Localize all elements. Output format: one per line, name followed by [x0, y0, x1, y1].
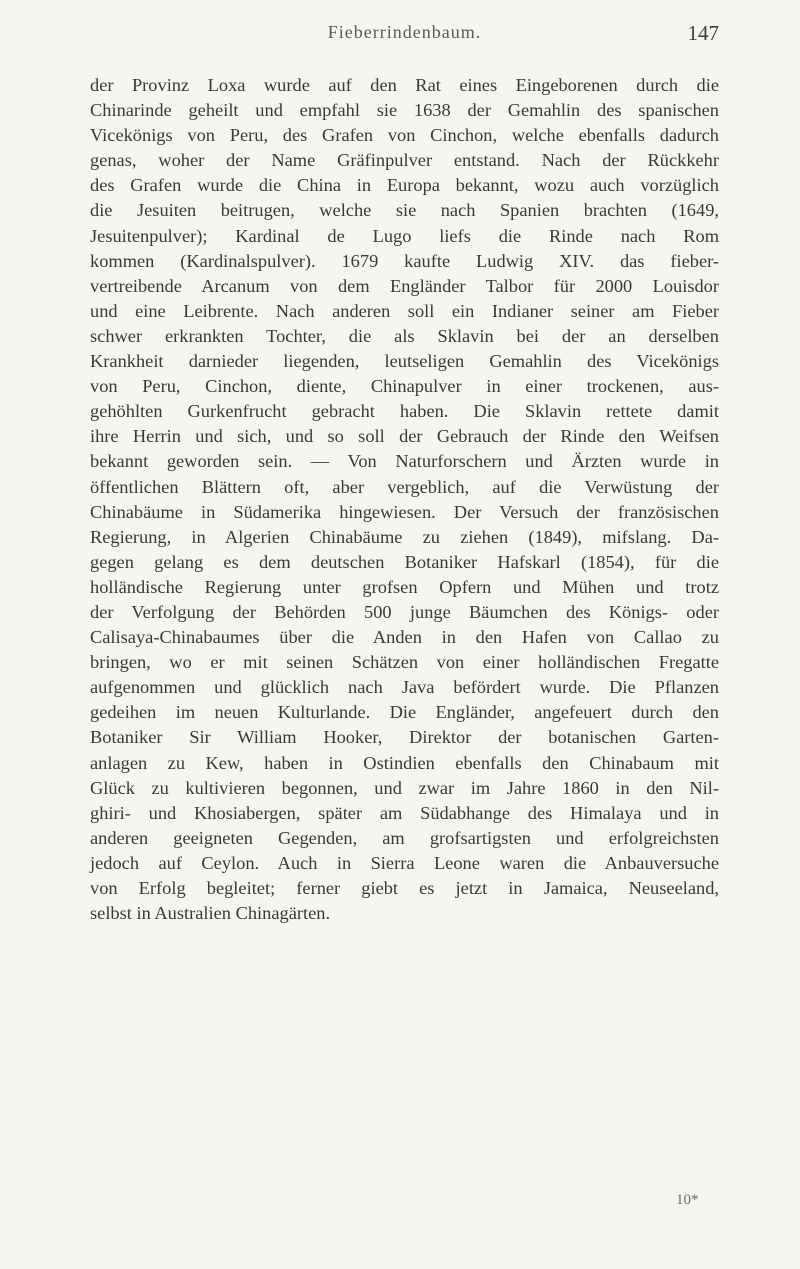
text-line: und eine Leibrente. Nach anderen soll ein Indianer seiner am Fieber: [90, 300, 719, 321]
text-line: selbst in Australien Chinagärten.: [90, 903, 331, 924]
text-line: gegen gelang es dem deutschen Botaniker Hafskarl (1854), für die: [90, 551, 719, 572]
text-line: genas, woher der Name Gräfinpulver entstand. Nach der Rückkehr: [90, 150, 719, 171]
text-line: kommen (Kardinalspulver). 1679 kaufte Ludwig XIV. das fieber-: [90, 250, 719, 271]
text-line: Glück zu kultivieren begonnen, und zwar im Jahre 1860 in den Nil-: [90, 777, 719, 798]
text-line: Krankheit darnieder liegenden, leutseligen Gemahlin des Vicekönigs: [90, 351, 719, 372]
running-head: Fieberrindenbaum.: [327, 22, 482, 42]
page-number: 147: [687, 21, 719, 45]
text-line: Chinabäume in Südamerika hingewiesen. Der Versuch der französischen: [90, 501, 719, 522]
text-line: Jesuitenpulver); Kardinal de Lugo liefs die Rinde nach Rom: [90, 225, 719, 246]
text-line: Regierung, in Algerien Chinabäume zu ziehen (1849), mifslang. Da-: [90, 526, 719, 547]
text-line: gehöhlten Gurkenfrucht gebracht haben. Die Sklavin rettete damit: [90, 401, 719, 422]
text-line: Calisaya-Chinabaumes über die Anden in den Hafen von Callao zu: [90, 627, 719, 648]
page-header: [90, 22, 719, 52]
text-line: schwer erkrankten Tochter, die als Sklavin bei der an derselben: [90, 325, 719, 346]
text-line: die Jesuiten beitrugen, welche sie nach Spanien brachten (1649,: [90, 200, 719, 221]
text-line: von Peru, Cinchon, diente, Chinapulver in einer trockenen, aus-: [90, 376, 719, 397]
text-line: vertreibende Arcanum von dem Engländer Talbor für 2000 Louisdor: [90, 275, 719, 296]
text-line: gedeihen im neuen Kulturlande. Die Engländer, angefeuert durch den: [90, 702, 719, 723]
text-line: Chinarinde geheilt und empfahl sie 1638 der Gemahlin des spanischen: [90, 100, 719, 121]
text-line: von Erfolg begleitet; ferner giebt es jetzt in Jamaica, Neuseeland,: [90, 878, 719, 898]
text-line: jedoch auf Ceylon. Auch in Sierra Leone waren die Anbauversuche: [90, 852, 719, 873]
text-line: aufgenommen und glücklich nach Java befördert wurde. Die Pflanzen: [90, 677, 719, 698]
text-line: bringen, wo er mit seinen Schätzen von einer holländischen Fregatte: [90, 652, 719, 673]
text-line: ihre Herrin und sich, und so soll der Gebrauch der Rinde den Weifsen: [90, 426, 719, 447]
signature-mark: 10*: [676, 1192, 699, 1208]
text-line: der Verfolgung der Behörden 500 junge Bäumchen des Königs- oder: [90, 601, 719, 622]
text-line: der Provinz Loxa wurde auf den Rat eines Eingeborenen durch die: [90, 75, 719, 95]
body-text: [90, 73, 719, 926]
text-line: anderen geeigneten Gegenden, am grofsartigsten und erfolgreichsten: [90, 827, 719, 848]
text-line: Vicekönigs von Peru, des Grafen von Cinchon, welche ebenfalls dadurch: [90, 125, 719, 146]
text-line: Botaniker Sir William Hooker, Direktor der botanischen Garten-: [90, 727, 719, 748]
text-line: ghiri- und Khosiabergen, später am Südabhange des Himalaya und in: [90, 802, 719, 823]
text-line: holländische Regierung unter grofsen Opfern und Mühen und trotz: [90, 576, 719, 597]
text-line: bekannt geworden sein. — Von Naturforschern und Ärzten wurde in: [90, 451, 719, 472]
text-line: öffentlichen Blättern oft, aber vergeblich, auf die Verwüstung der: [90, 476, 719, 497]
text-line: anlagen zu Kew, haben in Ostindien ebenfalls den Chinabaum mit: [90, 752, 719, 773]
text-line: des Grafen wurde die China in Europa bekannt, wozu auch vorzüglich: [90, 175, 719, 196]
